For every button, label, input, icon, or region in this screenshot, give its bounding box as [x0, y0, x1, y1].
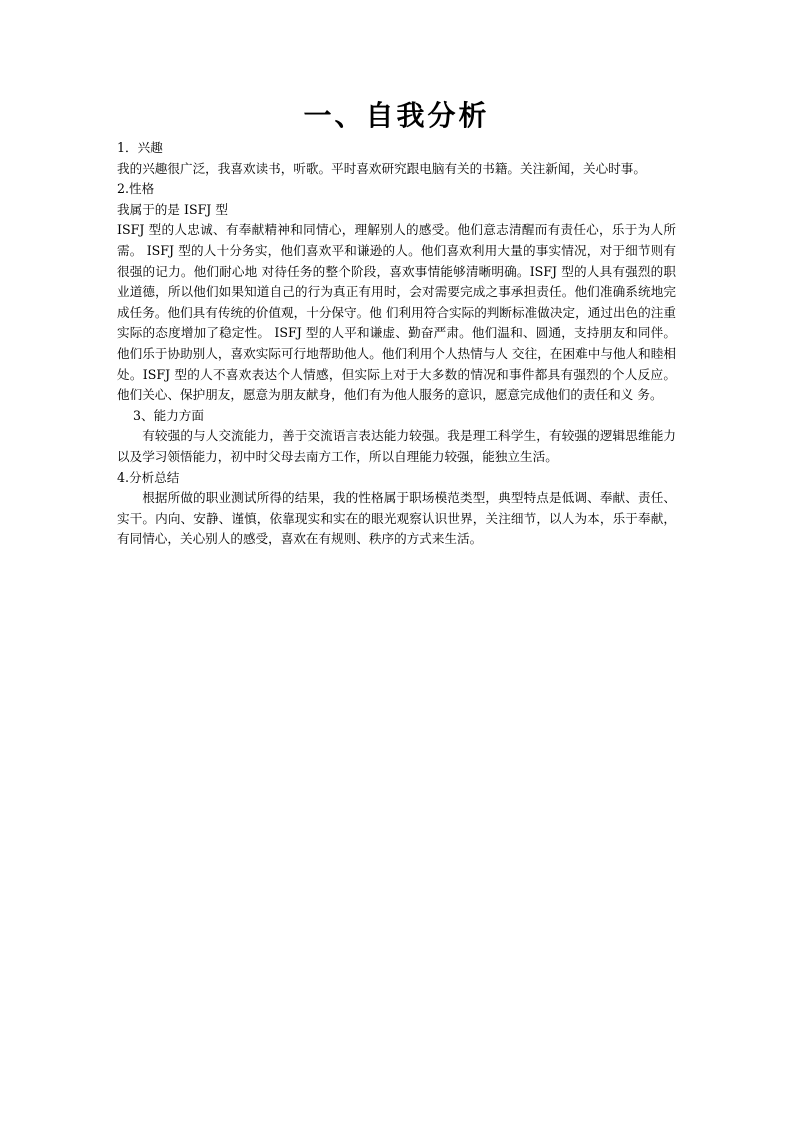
section-heading-abilities: 3、能力方面 [133, 407, 204, 423]
paragraph-personality: ISFJ 型的人忠诚、有奉献精神和同情心，理解别人的感受。他们意志清醒而有责任心，乐于为人所需。 ISFJ 型的人十分务实，他们喜欢平和谦逊的人。他们喜欢利用大量的事实情况，对于细节则有很强的记力。他们耐心地 对待任务的整个阶段，喜欢事情能够清晰明确。ISFJ 型的人具有强烈的职业道德，所以他们如果知道自己的行为真正有用时，会对需要完成之事承担责任。他们准确系统地完成任务。他们具有传统的价值观，十分保守。他 们利用符合实际的判断标准做决定，通过出色的注重实际的态度增加了稳定性。 ISFJ 型的人平和谦虚、勤奋严肃。他们温和、圆通，支持朋友和同伴。他们乐于协助别人，喜欢实际可行地帮助他人。他们利用个人热情与人 交往，在困难中与他人和睦相处。ISFJ 型的人不喜欢表达个人情感，但实际上对于大多数的情况和事件都具有强烈的个人反应。他们关心、保护朋友，愿意为朋友献身，他们有为他人服务的意识，愿意完成他们的责任和义 务。 [117, 222, 676, 403]
document-title: 一、自我分析 [303, 99, 490, 132]
section-heading-interests: 1．兴趣 [117, 140, 163, 155]
paragraph-abilities: 有较强的与人交流能力，善于交流语言表达能力较强。我是理工科学生，有较强的逻辑思维能力以及学习领悟能力，初中时父母去南方工作，所以自理能力较强，能独立生活。 [117, 428, 676, 464]
subheading-personality-type: 我属于的是 ISFJ 型 [117, 201, 228, 217]
paragraph-summary: 根据所做的职业测试所得的结果，我的性格属于职场模范类型，典型特点是低调、奉献、责任、实干。内向、安静、谨慎，依靠现实和实在的眼光观察认识世界，关注细节，以人为本，乐于奉献，有同情心，关心别人的感受，喜欢在有规则、秩序的方式来生活。 [117, 490, 676, 547]
document-page [117, 96, 676, 550]
section-heading-personality: 2.性格 [117, 181, 155, 197]
section-heading-summary: 4.分析总结 [117, 469, 180, 485]
paragraph-interests: 我的兴趣很广泛，我喜欢读书，听歌。平时喜欢研究跟电脑有关的书籍。关注新闻，关心时事。 [117, 160, 646, 176]
